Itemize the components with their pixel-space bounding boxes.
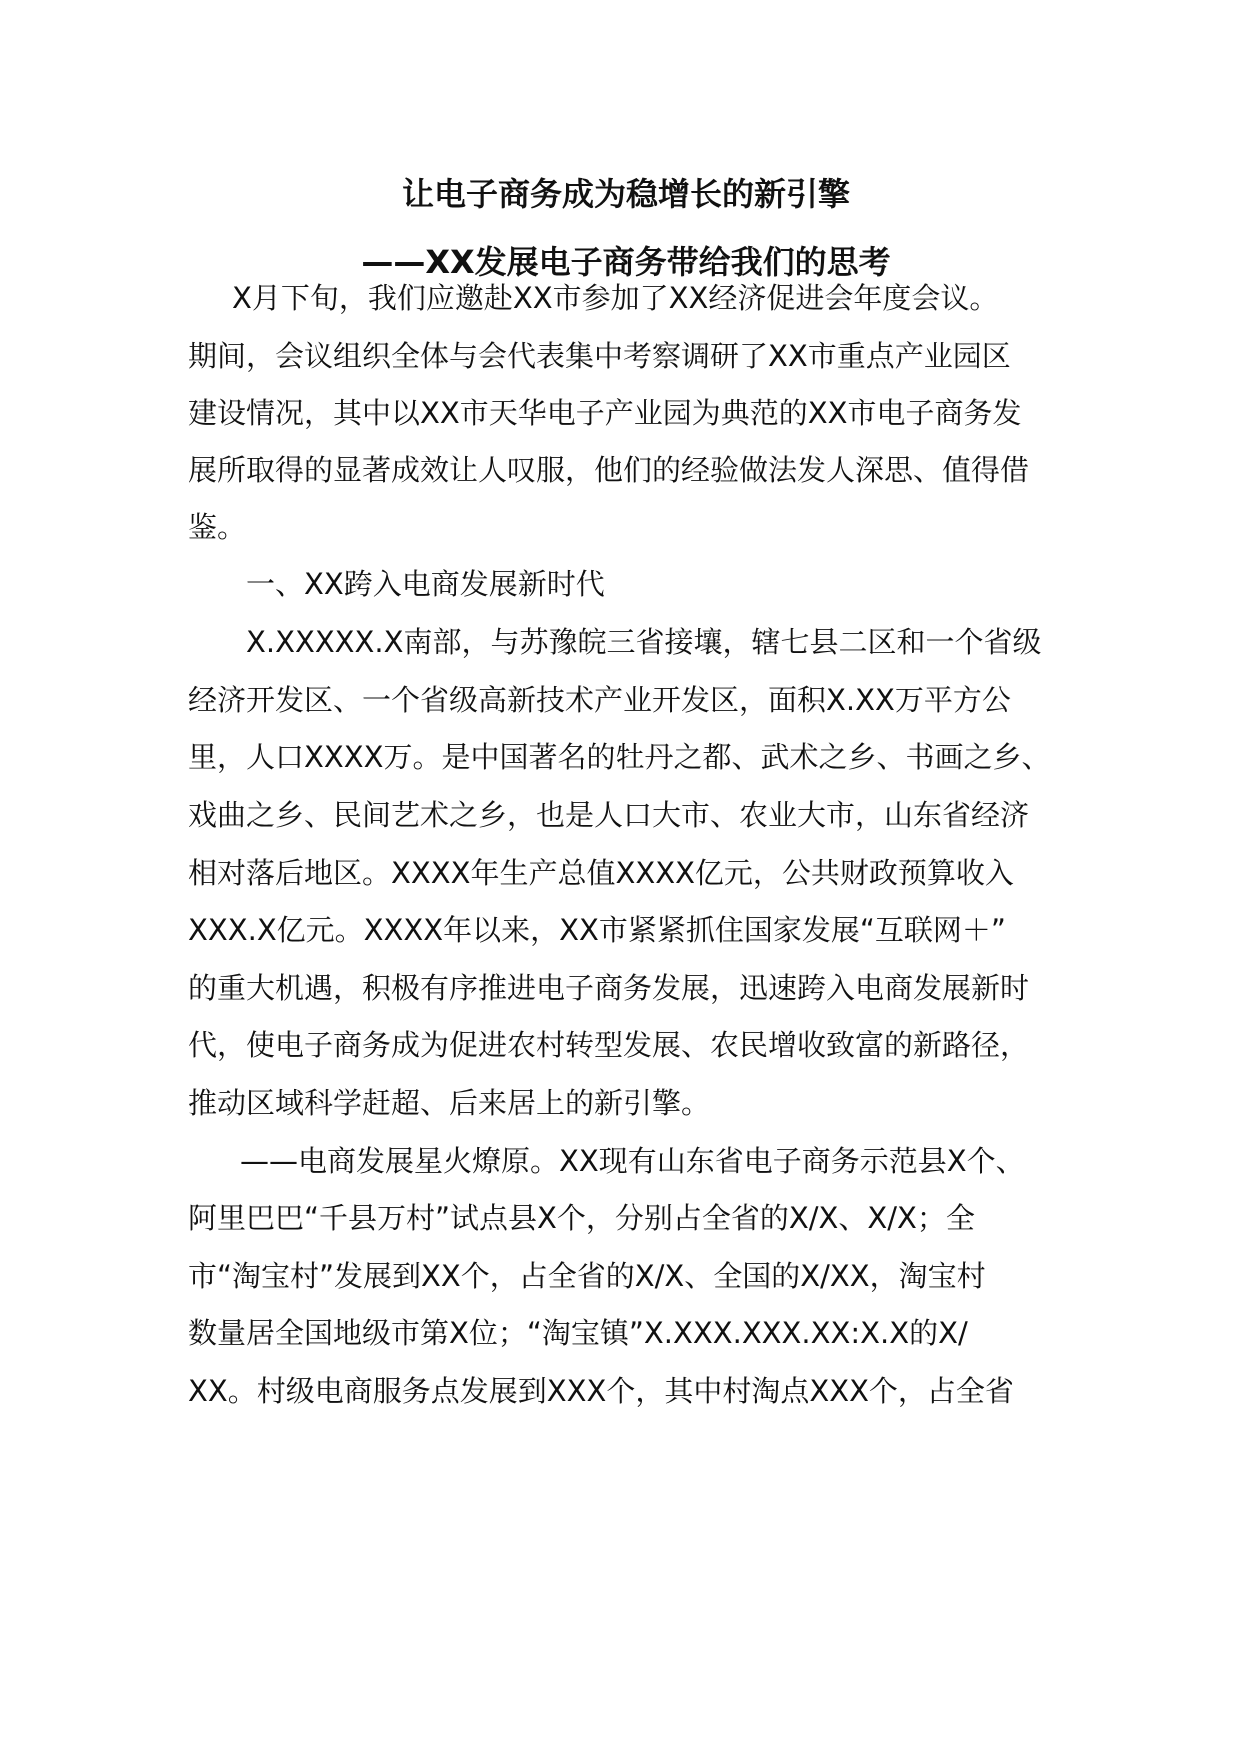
- document-subtitle: ——XX发展电子商务带给我们的思考: [361, 243, 891, 281]
- document-page: [188, 0, 1064, 1754]
- paragraph-3-line-1: ——电商发展星火燎原。XX现有山东省电子商务示范县X个、: [240, 1144, 1025, 1178]
- paragraph-2-line-7: 的重大机遇，积极有序推进电子商务发展，迅速跨入电商发展新时: [188, 971, 1030, 1005]
- paragraph-2-line-5: 相对落后地区。XXXX年生产总值XXXX亿元，公共财政预算收入: [188, 856, 1014, 890]
- paragraph-2-line-3: 里，人口XXXX万。是中国著名的牡丹之都、武术之乡、书画之乡、: [188, 740, 1051, 774]
- paragraph-1-line-1: X月下旬，我们应邀赴XX市参加了XX经济促进会年度会议。: [232, 281, 999, 315]
- paragraph-3-line-3: 市“淘宝村”发展到XX个，占全省的X/X、全国的X/XX，淘宝村: [188, 1259, 986, 1293]
- paragraph-2-line-8: 代，使电子商务成为促进农村转型发展、农民增收致富的新路径，: [188, 1028, 1030, 1062]
- paragraph-2-line-1: X.XXXXX.X南部，与苏豫皖三省接壤，辖七县二区和一个省级: [246, 625, 1042, 659]
- paragraph-3-line-4: 数量居全国地级市第X位；“淘宝镇”X.XXX.XXX.XX:X.X的X/: [188, 1316, 968, 1350]
- paragraph-2-line-9: 推动区域科学赶超、后来居上的新引擎。: [188, 1086, 711, 1120]
- paragraph-1-line-3: 建设情况，其中以XX市天华电子产业园为典范的XX市电子商务发: [188, 396, 1022, 430]
- section-heading-1: 一、XX跨入电商发展新时代: [246, 567, 605, 601]
- paragraph-1-line-4: 展所取得的显著成效让人叹服，他们的经验做法发人深思、值得借: [188, 453, 1030, 487]
- document-title: 让电子商务成为稳增长的新引擎: [401, 175, 850, 213]
- paragraph-1-line-2: 期间，会议组织全体与会代表集中考察调研了XX市重点产业园区: [188, 339, 1011, 373]
- paragraph-2-line-2: 经济开发区、一个省级高新技术产业开发区，面积X.XX万平方公: [188, 683, 1011, 717]
- paragraph-2-line-4: 戏曲之乡、民间艺术之乡，也是人口大市、农业大市，山东省经济: [188, 798, 1030, 832]
- paragraph-2-line-6: XXX.X亿元。XXXX年以来，XX市紧紧抓住国家发展“互联网＋”: [188, 913, 1006, 947]
- paragraph-1-line-5: 鉴。: [188, 510, 247, 544]
- paragraph-3-line-2: 阿里巴巴“千县万村”试点县X个，分别占全省的X/X、X/X；全: [188, 1201, 975, 1235]
- paragraph-3-line-5: XX。村级电商服务点发展到XXX个，其中村淘点XXX个，占全省: [188, 1374, 1014, 1408]
